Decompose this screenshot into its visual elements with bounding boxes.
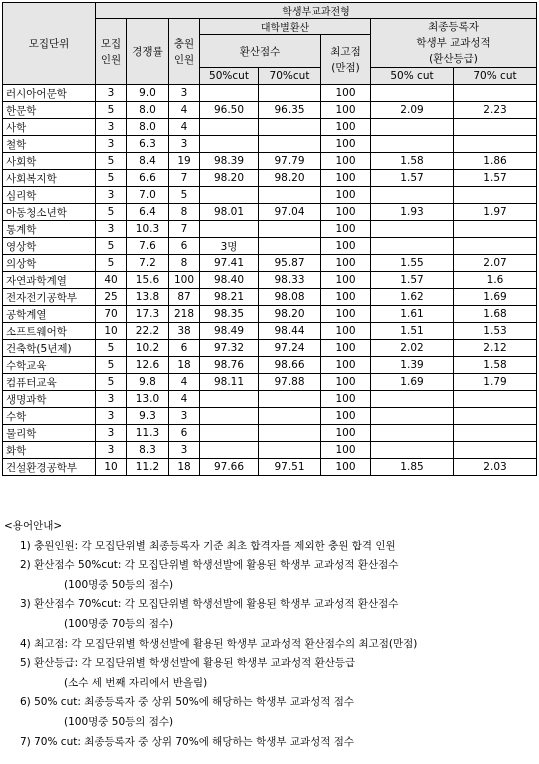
cell-unit-name: 아동청소년학 <box>3 204 96 221</box>
table-row <box>3 272 537 289</box>
cell-max-score: 100 <box>321 374 371 391</box>
cell-cut70-score: 97.79 <box>259 153 321 170</box>
cell-competition-rate: 13.0 <box>127 391 169 408</box>
cell-additional-count: 19 <box>169 153 200 170</box>
cell-final70-grade: 1.53 <box>454 323 537 340</box>
cell-final70-grade: 1.58 <box>454 357 537 374</box>
cell-cut70-score <box>259 136 321 153</box>
cell-final50-grade <box>371 238 454 255</box>
table-row <box>3 255 537 272</box>
cell-final70-grade <box>454 136 537 153</box>
cell-cut70-score: 98.08 <box>259 289 321 306</box>
cell-final50-grade <box>371 119 454 136</box>
cell-recruit-count: 70 <box>96 306 127 323</box>
cell-final70-grade: 1.69 <box>454 289 537 306</box>
cell-competition-rate: 13.8 <box>127 289 169 306</box>
cell-final70-grade <box>454 408 537 425</box>
cell-final50-grade: 1.61 <box>371 306 454 323</box>
cell-recruit-count: 3 <box>96 187 127 204</box>
cell-recruit-count: 3 <box>96 442 127 459</box>
cell-cut50-score: 98.20 <box>200 170 259 187</box>
cell-cut70-score <box>259 187 321 204</box>
legend-item-note: (소수 세 번째 자리에서 반올림) <box>64 676 208 689</box>
cell-final70-grade: 1.79 <box>454 374 537 391</box>
cell-cut50-score: 98.39 <box>200 153 259 170</box>
legend-item: 3) 환산점수 70%cut: 각 모집단위별 학생선발에 활용된 학생부 교과성적 환산점수 <box>20 598 399 611</box>
cell-cut70-score <box>259 391 321 408</box>
header-converted-group: 대학별환산 <box>200 19 371 35</box>
cell-unit-name: 한문학 <box>3 102 96 119</box>
cell-cut70-score: 98.20 <box>259 306 321 323</box>
cell-cut50-score: 98.01 <box>200 204 259 221</box>
cell-unit-name: 통계학 <box>3 221 96 238</box>
cell-recruit-count: 5 <box>96 255 127 272</box>
cell-cut50-score <box>200 221 259 238</box>
cell-max-score: 100 <box>321 425 371 442</box>
table-row <box>3 306 537 323</box>
cell-cut50-score <box>200 408 259 425</box>
cell-additional-count: 4 <box>169 119 200 136</box>
cell-final50-grade: 1.57 <box>371 272 454 289</box>
cell-cut50-score: 96.50 <box>200 102 259 119</box>
cell-cut70-score <box>259 85 321 102</box>
cell-cut50-score: 97.32 <box>200 340 259 357</box>
table-row <box>3 136 537 153</box>
cell-recruit-count: 3 <box>96 136 127 153</box>
cell-final70-grade: 2.07 <box>454 255 537 272</box>
table-row <box>3 289 537 306</box>
table-row <box>3 85 537 102</box>
header-cut70: 70%cut <box>259 68 321 85</box>
cell-cut70-score: 98.33 <box>259 272 321 289</box>
cell-cut50-score: 98.49 <box>200 323 259 340</box>
cell-additional-count: 7 <box>169 170 200 187</box>
cell-cut70-score <box>259 408 321 425</box>
cell-final70-grade <box>454 187 537 204</box>
cell-max-score: 100 <box>321 306 371 323</box>
cell-max-score: 100 <box>321 102 371 119</box>
cell-additional-count: 7 <box>169 221 200 238</box>
legend-items <box>4 537 534 753</box>
cell-final70-grade <box>454 85 537 102</box>
cell-final50-grade: 2.02 <box>371 340 454 357</box>
cell-final50-grade: 1.51 <box>371 323 454 340</box>
cell-max-score: 100 <box>321 459 371 476</box>
cell-final50-grade <box>371 425 454 442</box>
cell-final70-grade <box>454 425 537 442</box>
cell-competition-rate: 22.2 <box>127 323 169 340</box>
cell-recruit-count: 5 <box>96 374 127 391</box>
cell-cut50-score: 98.11 <box>200 374 259 391</box>
cell-recruit-count: 10 <box>96 323 127 340</box>
cell-cut70-score: 97.24 <box>259 340 321 357</box>
legend-heading: <용어안내> <box>4 520 63 532</box>
header-recruit: 모집 인원 <box>96 19 127 85</box>
table-row <box>3 357 537 374</box>
cell-additional-count: 4 <box>169 102 200 119</box>
cell-max-score: 100 <box>321 153 371 170</box>
cell-cut70-score <box>259 119 321 136</box>
cell-max-score: 100 <box>321 136 371 153</box>
cell-final50-grade: 1.85 <box>371 459 454 476</box>
cell-unit-name: 전자전기공학부 <box>3 289 96 306</box>
cell-max-score: 100 <box>321 442 371 459</box>
cell-max-score: 100 <box>321 187 371 204</box>
cell-final50-grade: 1.57 <box>371 170 454 187</box>
cell-max-score: 100 <box>321 170 371 187</box>
cell-competition-rate: 17.3 <box>127 306 169 323</box>
cell-final70-grade <box>454 221 537 238</box>
cell-final50-grade <box>371 408 454 425</box>
cell-final50-grade <box>371 187 454 204</box>
legend-item-note: (100명중 50등의 점수) <box>64 715 174 728</box>
cell-max-score: 100 <box>321 204 371 221</box>
cell-final70-grade: 2.23 <box>454 102 537 119</box>
table-row <box>3 442 537 459</box>
cell-max-score: 100 <box>321 119 371 136</box>
header-unit: 모집단위 <box>3 3 96 85</box>
cell-recruit-count: 25 <box>96 289 127 306</box>
cell-cut70-score: 98.20 <box>259 170 321 187</box>
legend-item: 7) 70% cut: 최종등록자 중 상위 70%에 해당하는 학생부 교과성적 점수 <box>20 735 355 748</box>
cell-cut70-score: 97.88 <box>259 374 321 391</box>
cell-cut50-score <box>200 119 259 136</box>
cell-final50-grade <box>371 221 454 238</box>
cell-additional-count: 3 <box>169 442 200 459</box>
table-row <box>3 425 537 442</box>
cell-recruit-count: 5 <box>96 238 127 255</box>
cell-additional-count: 3 <box>169 408 200 425</box>
cell-cut70-score <box>259 442 321 459</box>
cell-recruit-count: 3 <box>96 85 127 102</box>
cell-final50-grade: 1.93 <box>371 204 454 221</box>
cell-unit-name: 사회복지학 <box>3 170 96 187</box>
admission-results-table <box>2 2 537 476</box>
cell-additional-count: 3 <box>169 136 200 153</box>
legend-item: 2) 환산점수 50%cut: 각 모집단위별 학생선발에 활용된 학생부 교과성적 환산점수 <box>20 559 399 572</box>
cell-unit-name: 심리학 <box>3 187 96 204</box>
cell-cut50-score: 98.21 <box>200 289 259 306</box>
cell-cut70-score: 98.44 <box>259 323 321 340</box>
legend-item: 1) 충원인원: 각 모집단위별 최종등록자 기준 최초 합격자를 제외한 충원 합격 인원 <box>20 539 396 552</box>
cell-cut70-score: 96.35 <box>259 102 321 119</box>
table-row <box>3 374 537 391</box>
cell-recruit-count: 3 <box>96 425 127 442</box>
cell-max-score: 100 <box>321 391 371 408</box>
cell-recruit-count: 3 <box>96 408 127 425</box>
cell-additional-count: 18 <box>169 357 200 374</box>
cell-final70-grade: 2.12 <box>454 340 537 357</box>
cell-final70-grade <box>454 442 537 459</box>
cell-cut70-score: 95.87 <box>259 255 321 272</box>
cell-additional-count: 4 <box>169 374 200 391</box>
cell-additional-count: 218 <box>169 306 200 323</box>
cell-competition-rate: 15.6 <box>127 272 169 289</box>
cell-additional-count: 6 <box>169 340 200 357</box>
legend-item: 5) 환산등급: 각 모집단위별 학생선발에 활용된 학생부 교과성적 환산등급 <box>20 657 356 670</box>
cell-final50-grade: 1.62 <box>371 289 454 306</box>
cell-unit-name: 사학 <box>3 119 96 136</box>
header-max-score: 최고점 (만점) <box>321 35 371 85</box>
cell-competition-rate: 8.0 <box>127 119 169 136</box>
cell-cut70-score <box>259 425 321 442</box>
legend <box>4 517 534 752</box>
table-row <box>3 102 537 119</box>
table-row <box>3 170 537 187</box>
cell-max-score: 100 <box>321 408 371 425</box>
table-body <box>3 85 537 476</box>
cell-competition-rate: 9.3 <box>127 408 169 425</box>
cell-cut50-score <box>200 425 259 442</box>
cell-cut50-score <box>200 187 259 204</box>
cell-unit-name: 생명과학 <box>3 391 96 408</box>
cell-additional-count: 18 <box>169 459 200 476</box>
cell-competition-rate: 6.6 <box>127 170 169 187</box>
cell-unit-name: 철학 <box>3 136 96 153</box>
table-row <box>3 204 537 221</box>
cell-cut70-score: 97.04 <box>259 204 321 221</box>
cell-recruit-count: 5 <box>96 102 127 119</box>
cell-additional-count: 8 <box>169 255 200 272</box>
table-row <box>3 153 537 170</box>
table-row <box>3 408 537 425</box>
header-competition: 경쟁률 <box>127 19 169 85</box>
cell-max-score: 100 <box>321 221 371 238</box>
cell-recruit-count: 10 <box>96 459 127 476</box>
cell-final50-grade: 1.39 <box>371 357 454 374</box>
cell-max-score: 100 <box>321 289 371 306</box>
cell-competition-rate: 7.0 <box>127 187 169 204</box>
cell-additional-count: 8 <box>169 204 200 221</box>
cell-final50-grade: 1.58 <box>371 153 454 170</box>
cell-competition-rate: 10.2 <box>127 340 169 357</box>
cell-recruit-count: 5 <box>96 204 127 221</box>
cell-final70-grade: 1.57 <box>454 170 537 187</box>
header-final-group: 최종등록자 학생부 교과성적 (환산등급) <box>371 19 537 68</box>
cell-competition-rate: 6.4 <box>127 204 169 221</box>
cell-recruit-count: 3 <box>96 391 127 408</box>
cell-unit-name: 사회학 <box>3 153 96 170</box>
cell-max-score: 100 <box>321 85 371 102</box>
header-track: 학생부교과전형 <box>96 3 537 19</box>
cell-competition-rate: 8.0 <box>127 102 169 119</box>
cell-cut50-score: 98.35 <box>200 306 259 323</box>
cell-recruit-count: 5 <box>96 170 127 187</box>
cell-recruit-count: 5 <box>96 357 127 374</box>
cell-unit-name: 건축학(5년제) <box>3 340 96 357</box>
cell-cut50-score <box>200 391 259 408</box>
cell-max-score: 100 <box>321 255 371 272</box>
cell-final50-grade: 1.69 <box>371 374 454 391</box>
cell-additional-count: 4 <box>169 391 200 408</box>
cell-additional-count: 87 <box>169 289 200 306</box>
cell-cut50-score: 98.40 <box>200 272 259 289</box>
cell-max-score: 100 <box>321 340 371 357</box>
cell-final50-grade: 2.09 <box>371 102 454 119</box>
cell-final70-grade <box>454 119 537 136</box>
cell-competition-rate: 8.4 <box>127 153 169 170</box>
cell-competition-rate: 9.8 <box>127 374 169 391</box>
cell-final70-grade: 1.6 <box>454 272 537 289</box>
legend-item: 4) 최고점: 각 모집단위별 학생선발에 활용된 학생부 교과성적 환산점수의 최고점(만점) <box>20 637 418 650</box>
cell-unit-name: 공학계열 <box>3 306 96 323</box>
cell-unit-name: 영상학 <box>3 238 96 255</box>
cell-final70-grade: 2.03 <box>454 459 537 476</box>
cell-unit-name: 소프트웨어학 <box>3 323 96 340</box>
cell-final50-grade <box>371 391 454 408</box>
cell-additional-count: 6 <box>169 425 200 442</box>
header-cut50: 50%cut <box>200 68 259 85</box>
cell-unit-name: 수학교육 <box>3 357 96 374</box>
cell-cut70-score <box>259 238 321 255</box>
cell-unit-name: 의상학 <box>3 255 96 272</box>
table-row <box>3 459 537 476</box>
cell-unit-name: 러시아어문학 <box>3 85 96 102</box>
cell-max-score: 100 <box>321 272 371 289</box>
header-additional: 충원 인원 <box>169 19 200 85</box>
cell-competition-rate: 9.0 <box>127 85 169 102</box>
cell-max-score: 100 <box>321 357 371 374</box>
table-row <box>3 119 537 136</box>
legend-item: 6) 50% cut: 최종등록자 중 상위 50%에 해당하는 학생부 교과성적 점수 <box>20 696 355 709</box>
cell-final50-grade <box>371 136 454 153</box>
cell-competition-rate: 11.3 <box>127 425 169 442</box>
table-row <box>3 187 537 204</box>
cell-cut50-score: 3명 <box>200 238 259 255</box>
cell-cut50-score: 98.76 <box>200 357 259 374</box>
cell-cut70-score: 98.66 <box>259 357 321 374</box>
cell-cut70-score: 97.51 <box>259 459 321 476</box>
cell-final50-grade <box>371 442 454 459</box>
cell-unit-name: 건설환경공학부 <box>3 459 96 476</box>
cell-final70-grade: 1.86 <box>454 153 537 170</box>
cell-final50-grade: 1.55 <box>371 255 454 272</box>
table-row <box>3 391 537 408</box>
cell-additional-count: 100 <box>169 272 200 289</box>
cell-unit-name: 자연과학계열 <box>3 272 96 289</box>
cell-unit-name: 화학 <box>3 442 96 459</box>
cell-competition-rate: 6.3 <box>127 136 169 153</box>
cell-cut50-score: 97.66 <box>200 459 259 476</box>
cell-unit-name: 물리학 <box>3 425 96 442</box>
table-header <box>3 3 537 85</box>
cell-recruit-count: 3 <box>96 119 127 136</box>
cell-additional-count: 6 <box>169 238 200 255</box>
cell-recruit-count: 5 <box>96 153 127 170</box>
cell-competition-rate: 11.2 <box>127 459 169 476</box>
header-final50: 50% cut <box>371 68 454 85</box>
cell-additional-count: 5 <box>169 187 200 204</box>
cell-max-score: 100 <box>321 238 371 255</box>
cell-competition-rate: 12.6 <box>127 357 169 374</box>
table-row <box>3 323 537 340</box>
cell-final70-grade <box>454 238 537 255</box>
table-row <box>3 221 537 238</box>
cell-additional-count: 3 <box>169 85 200 102</box>
cell-competition-rate: 7.6 <box>127 238 169 255</box>
cell-cut50-score <box>200 442 259 459</box>
table-row <box>3 238 537 255</box>
cell-max-score: 100 <box>321 323 371 340</box>
cell-cut70-score <box>259 221 321 238</box>
legend-item-note: (100명중 50등의 점수) <box>64 578 174 591</box>
cell-unit-name: 컴퓨터교육 <box>3 374 96 391</box>
cell-final50-grade <box>371 85 454 102</box>
cell-recruit-count: 3 <box>96 221 127 238</box>
cell-additional-count: 38 <box>169 323 200 340</box>
cell-cut50-score <box>200 136 259 153</box>
cell-recruit-count: 40 <box>96 272 127 289</box>
cell-recruit-count: 5 <box>96 340 127 357</box>
cell-unit-name: 수학 <box>3 408 96 425</box>
cell-competition-rate: 8.3 <box>127 442 169 459</box>
cell-competition-rate: 7.2 <box>127 255 169 272</box>
cell-competition-rate: 10.3 <box>127 221 169 238</box>
cell-cut50-score <box>200 85 259 102</box>
cell-final70-grade: 1.68 <box>454 306 537 323</box>
legend-item-note: (100명중 70등의 점수) <box>64 617 174 630</box>
cell-final70-grade <box>454 391 537 408</box>
cell-cut50-score: 97.41 <box>200 255 259 272</box>
cell-final70-grade: 1.97 <box>454 204 537 221</box>
header-final70: 70% cut <box>454 68 537 85</box>
header-converted-score: 환산점수 <box>200 35 321 68</box>
table-row <box>3 340 537 357</box>
